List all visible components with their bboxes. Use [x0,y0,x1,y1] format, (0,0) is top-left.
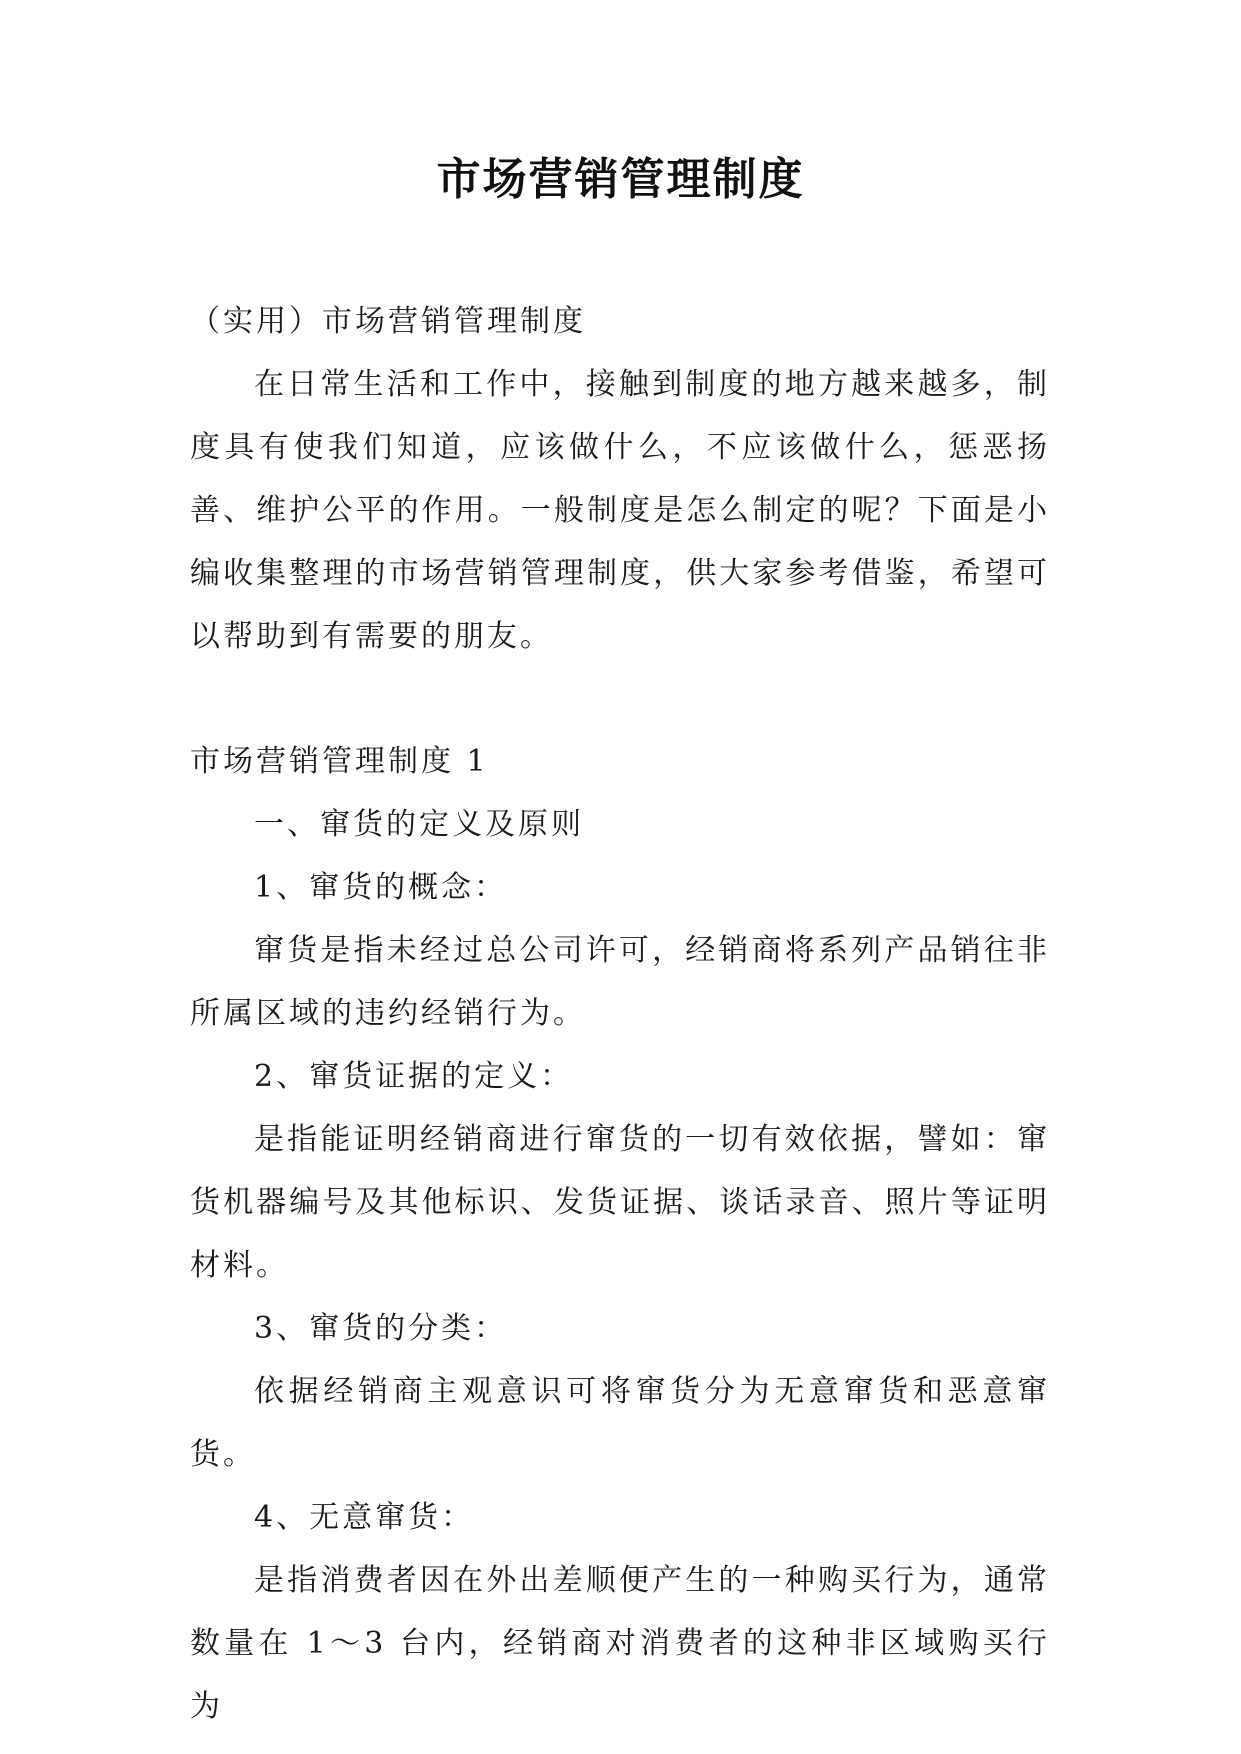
item-3-title: 3、窜货的分类： [254,1311,508,1346]
item-4-text: 是指消费者因在外出差顺便产生的一种购买行为，通常数量在 1～3 台内，经销商对消费者的这种非区域购买行为 [190,1563,1050,1724]
item-3-text: 依据经销商主观意识可将窜货分为无意窜货和恶意窜货。 [190,1374,1050,1472]
item-1-title: 1、窜货的概念： [254,870,508,905]
item-4-title: 4、无意窜货： [254,1500,475,1535]
subtitle: （实用）市场营销管理制度 [190,304,586,339]
heading-1: 一、窜货的定义及原则 [254,807,584,842]
document-body [190,290,1050,1738]
item-2-text: 是指能证明经销商进行窜货的一切有效依据，譬如：窜货机器编号及其他标识、发货证据、谈话录音、照片等证明材料。 [190,1122,1050,1283]
document-title: 市场营销管理制度 [436,154,805,205]
section-title: 市场营销管理制度 1 [190,744,489,779]
item-1-text: 窜货是指未经过总公司许可，经销商将系列产品销往非所属区域的违约经销行为。 [190,933,1050,1031]
item-2-title: 2、窜货证据的定义： [254,1059,574,1094]
intro-paragraph: 在日常生活和工作中，接触到制度的地方越来越多，制度具有使我们知道，应该做什么，不应该做什么，惩恶扬善、维护公平的作用。一般制度是怎么制定的呢？下面是小编收集整理的市场营销管理制度，供大家参考借鉴，希望可以帮助到有需要的朋友。 [190,367,1050,654]
